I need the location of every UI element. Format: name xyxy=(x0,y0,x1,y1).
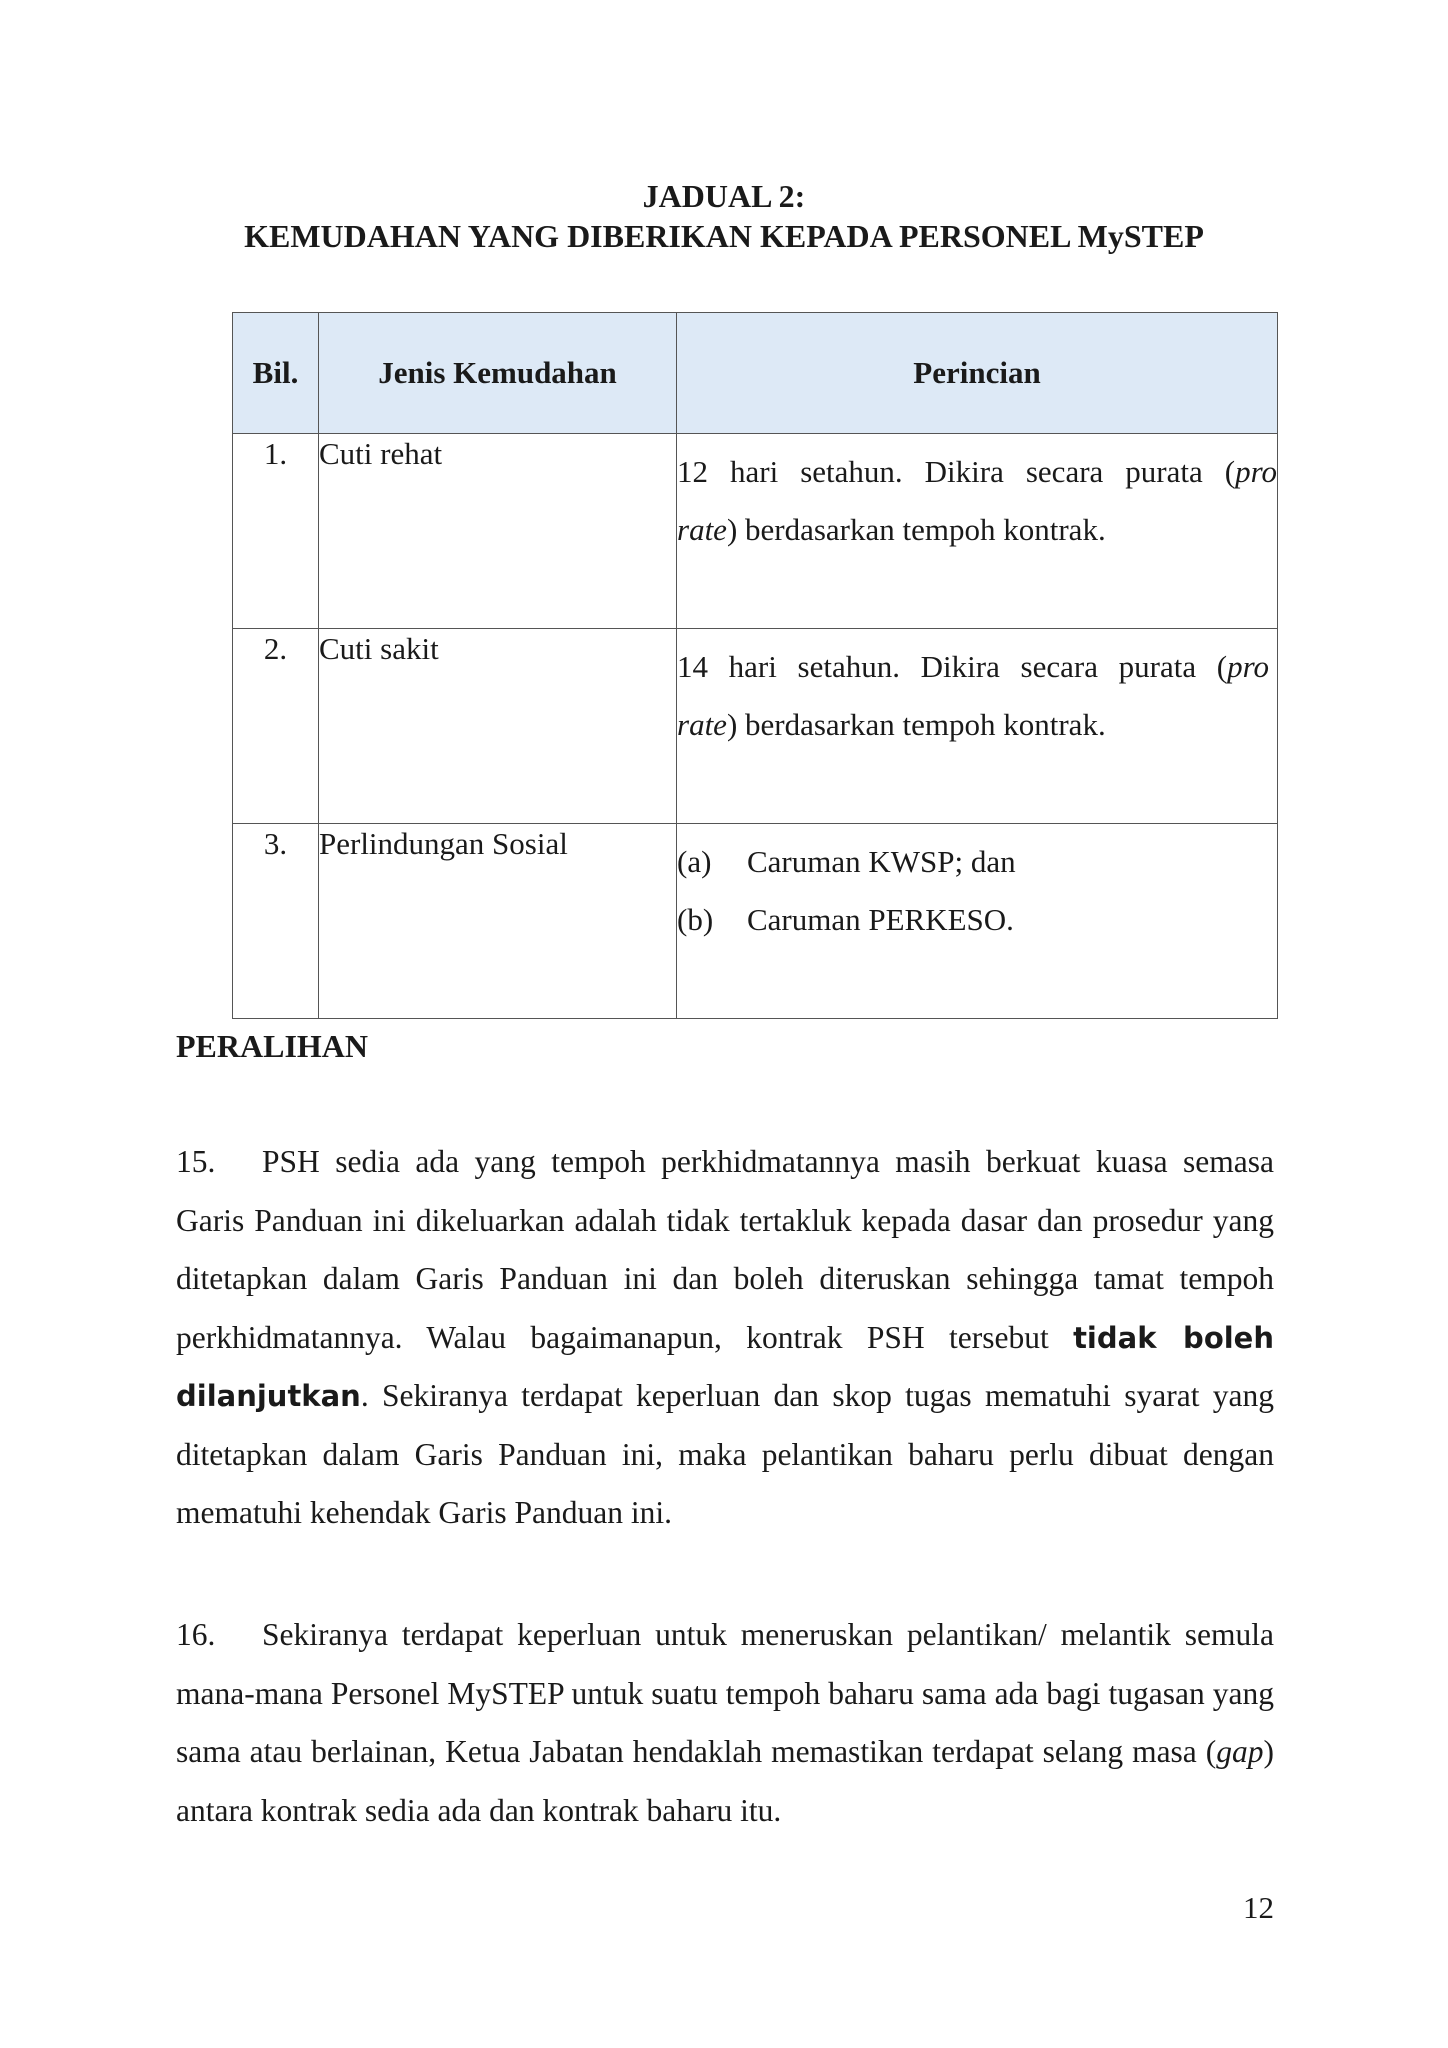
jenis-value: Cuti rehat xyxy=(319,436,443,471)
perincian-italic: pro xyxy=(1227,649,1269,684)
header-bil: Bil. xyxy=(233,313,319,434)
table-title-line2: KEMUDAHAN YANG DIBERIKAN KEPADA PERSONEL MySTEP xyxy=(244,218,1204,254)
cell-jenis xyxy=(319,434,677,629)
table-row xyxy=(233,434,1278,629)
section-heading: PERALIHAN xyxy=(176,1028,369,1064)
sublist-label: (a) xyxy=(677,844,712,879)
perincian-text: 14 hari setahun. Dikira secara purata ( xyxy=(677,649,1228,684)
cell-perincian xyxy=(677,824,1278,1019)
cell-bil xyxy=(233,629,319,824)
sublist-item xyxy=(677,900,1277,940)
sublist-text: Caruman PERKESO. xyxy=(747,902,1014,937)
kemudahan-table xyxy=(232,312,1278,1019)
perincian-italic: rate xyxy=(677,512,727,547)
paragraph-text: PSH sedia ada yang tempoh perkhidmatannya masih berkuat kuasa semasa Garis Panduan ini dikeluarkan adalah tidak tertakluk kepada dasar dan prosedur yang ditetapkan dalam Garis Panduan ini dan boleh diteruskan sehingga tamat tempoh perkhidmatannya. Walau bagaimanapun, kontrak PSH tersebut xyxy=(176,1144,1274,1355)
perincian-line2 xyxy=(677,510,1277,550)
bil-value: 1. xyxy=(263,436,288,471)
paragraph-number: 16. xyxy=(176,1617,216,1652)
perincian-text: ) berdasarkan tempoh kontrak. xyxy=(726,707,1106,742)
table-title-line1: JADUAL 2: xyxy=(642,178,806,214)
cell-jenis xyxy=(319,629,677,824)
perincian-line1 xyxy=(677,452,1277,492)
cell-perincian xyxy=(677,629,1278,824)
table-row xyxy=(233,629,1278,824)
paragraph-bold-text: tidak boleh dilanjutkan xyxy=(176,1320,1274,1413)
jenis-value: Perlindungan Sosial xyxy=(319,826,568,861)
sublist-label: (b) xyxy=(677,902,714,937)
table-header-row xyxy=(233,313,1278,434)
perincian-italic: pro xyxy=(1235,454,1277,489)
perincian-line2 xyxy=(677,705,1269,745)
paragraph-text: Sekiranya terdapat keperluan untuk meneruskan pelantikan/ melantik semula mana-mana Personel MySTEP untuk suatu tempoh baharu sama ada bagi tugasan yang sama atau berlainan, Ketua Jabatan hendaklah memastikan terdapat selang masa ( xyxy=(176,1617,1274,1769)
perincian-text: 12 hari setahun. Dikira secara purata ( xyxy=(677,454,1236,489)
perincian-line1 xyxy=(677,647,1269,687)
sublist-item xyxy=(677,842,1277,882)
page-number: 12 xyxy=(1243,1890,1274,1925)
perincian-text: ) berdasarkan tempoh kontrak. xyxy=(726,512,1106,547)
table-row xyxy=(233,824,1278,1019)
paragraph-italic-text: gap xyxy=(1216,1734,1264,1769)
cell-jenis xyxy=(319,824,677,1019)
header-perincian: Perincian xyxy=(677,313,1278,434)
cell-bil xyxy=(233,434,319,629)
paragraph-text: ) antara kontrak sedia ada dan kontrak baharu itu. xyxy=(176,1734,1274,1828)
jenis-value: Cuti sakit xyxy=(319,631,439,666)
bil-value: 3. xyxy=(263,826,288,861)
paragraph-text: . Sekiranya terdapat keperluan dan skop tugas mematuhi syarat yang ditetapkan dalam Garis Panduan ini, maka pelantikan baharu perlu dibuat dengan mematuhi kehendak Garis Panduan ini. xyxy=(176,1378,1274,1530)
sublist-text: Caruman KWSP; dan xyxy=(747,844,1016,879)
cell-bil xyxy=(233,824,319,1019)
paragraph-number: 15. xyxy=(176,1144,216,1179)
bil-value: 2. xyxy=(263,631,288,666)
paragraph-15 xyxy=(176,1133,1274,1543)
header-jenis-kemudahan: Jenis Kemudahan xyxy=(319,313,677,434)
paragraph-16 xyxy=(176,1606,1274,1840)
cell-perincian xyxy=(677,434,1278,629)
perincian-italic: rate xyxy=(677,707,727,742)
